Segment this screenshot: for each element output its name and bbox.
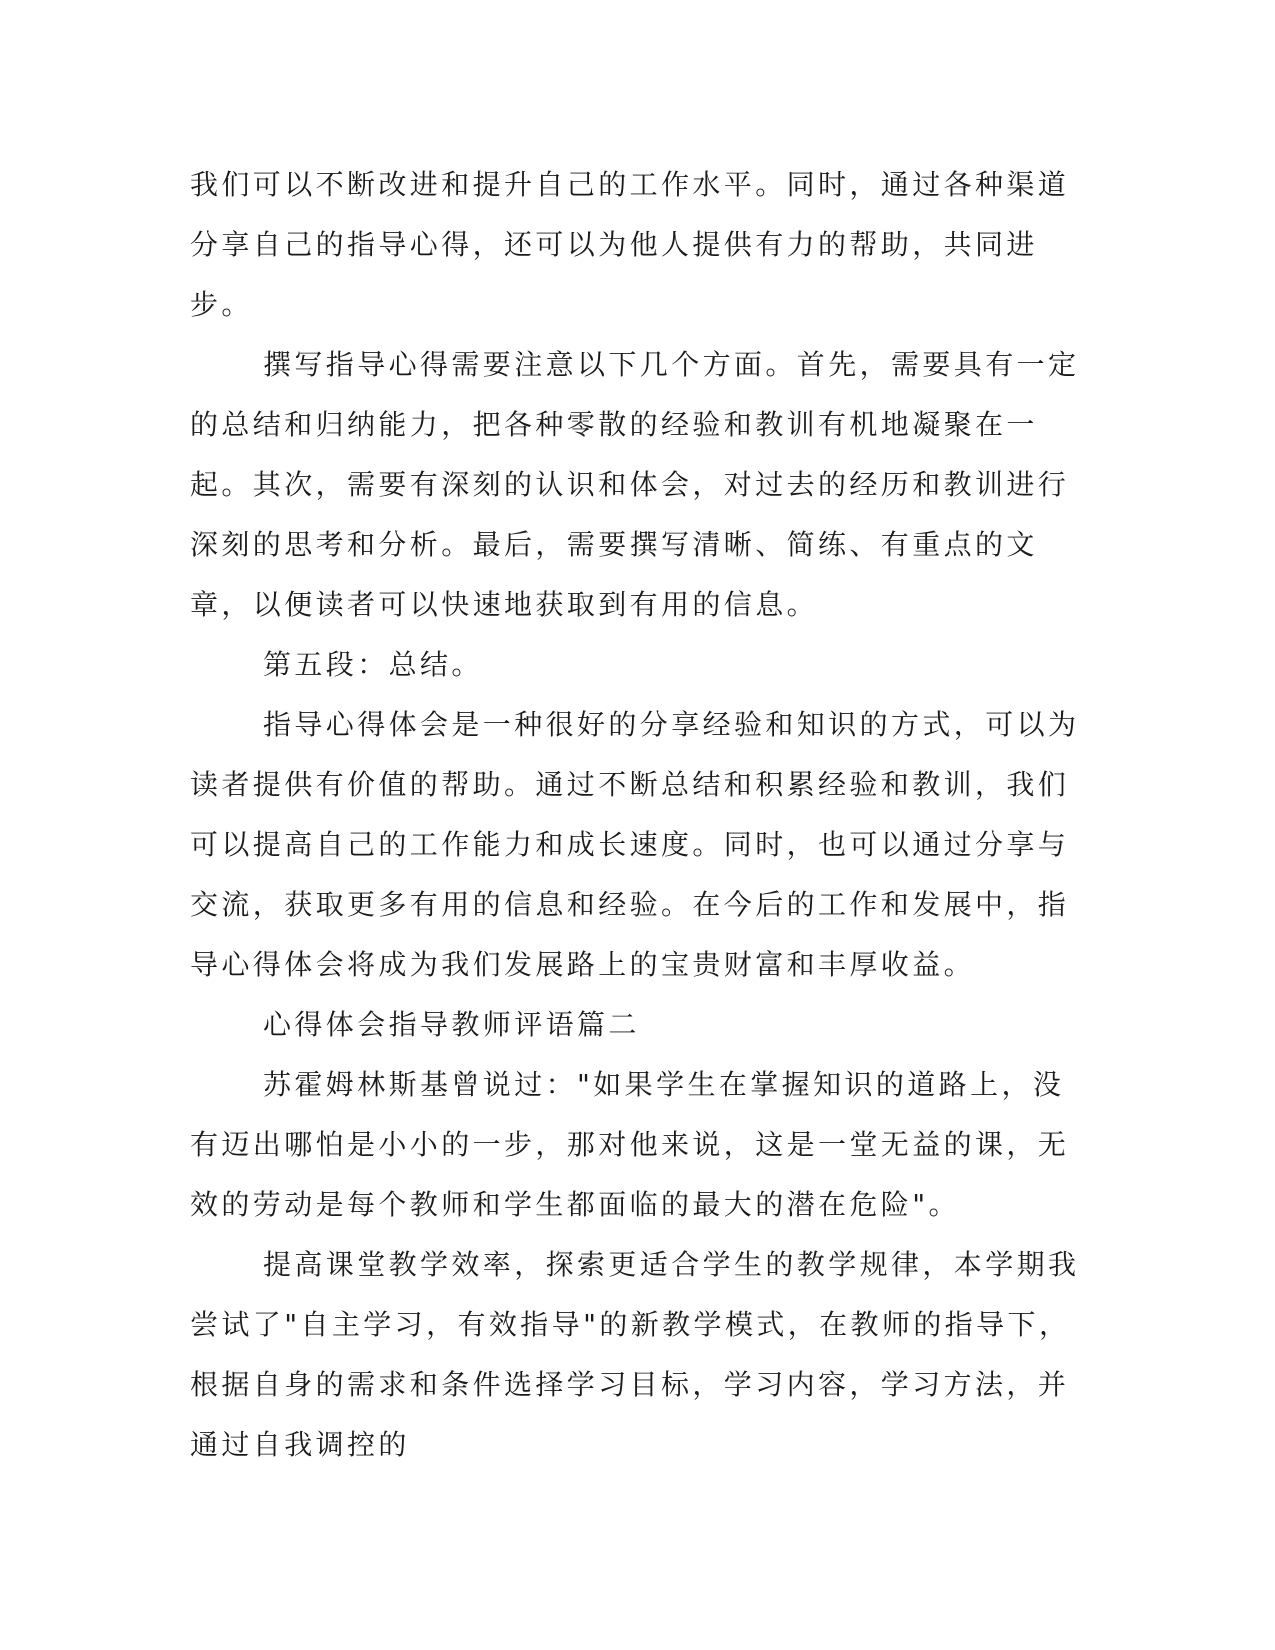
chapter-heading-2: 心得体会指导教师评语篇二 (263, 1008, 640, 1041)
paragraph-1: 我们可以不断改进和提升自己的工作水平。同时，通过各种渠道分享自己的指导心得，还可以为他人提供有力的帮助，共同进步。 (190, 168, 1070, 321)
paragraph-7: 提高课堂教学效率，探索更适合学生的教学规律，本学期我尝试了"自主学习，有效指导"的新教学模式，在教师的指导下，根据自身的需求和条件选择学习目标，学习内容，学习方法，并通过自我调控的 (190, 1248, 1080, 1461)
document-body (190, 155, 1095, 1475)
paragraph-2: 撰写指导心得需要注意以下几个方面。首先，需要具有一定的总结和归纳能力，把各种零散的经验和教训有机地凝聚在一起。其次，需要有深刻的认识和体会，对过去的经历和教训进行深刻的思考和分析。最后，需要撰写清晰、简练、有重点的文章，以便读者可以快速地获取到有用的信息。 (190, 348, 1080, 621)
paragraph-6: 苏霍姆林斯基曾说过："如果学生在掌握知识的道路上，没有迈出哪怕是小小的一步，那对他来说，这是一堂无益的课，无效的劳动是每个教师和学生都面临的最大的潜在危险"。 (190, 1068, 1070, 1221)
paragraph-4: 指导心得体会是一种很好的分享经验和知识的方式，可以为读者提供有价值的帮助。通过不断总结和积累经验和教训，我们可以提高自己的工作能力和成长速度。同时，也可以通过分享与交流，获取更多有用的信息和经验。在今后的工作和发展中，指导心得体会将成为我们发展路上的宝贵财富和丰厚收益。 (190, 708, 1080, 981)
section-heading-5: 第五段：总结。 (263, 648, 483, 681)
